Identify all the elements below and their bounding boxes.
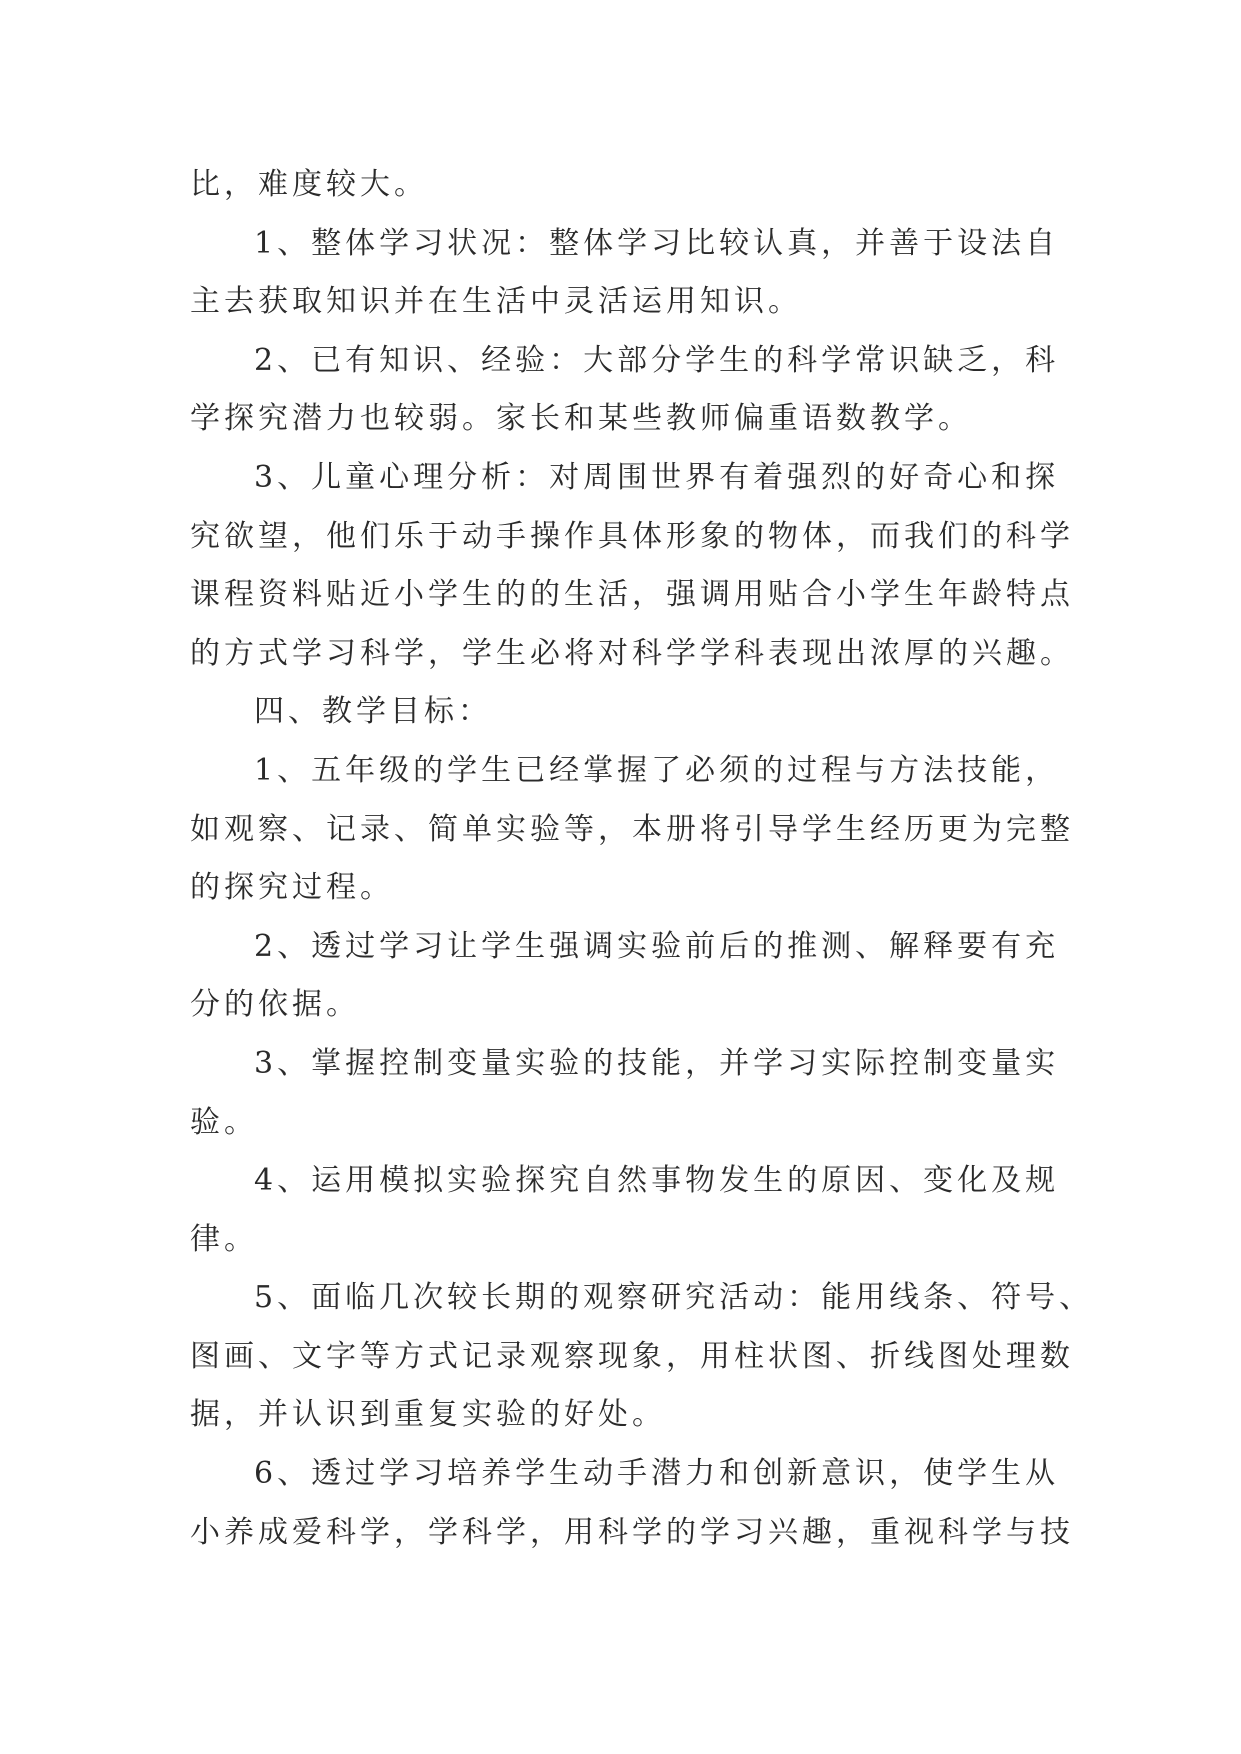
text-line: 的方式学习科学，学生必将对科学学科表现出浓厚的兴趣。 bbox=[190, 635, 1074, 671]
text-line: 4、运用模拟实验探究自然事物发生的原因、变化及规 bbox=[254, 1163, 1060, 1199]
text-line: 据，并认识到重复实验的好处。 bbox=[190, 1397, 666, 1433]
text-line: 小养成爱科学，学科学，用科学的学习兴趣，重视科学与技 bbox=[190, 1514, 1074, 1550]
text-line: 学探究潜力也较弱。家长和某些教师偏重语数教学。 bbox=[190, 401, 972, 437]
text-line: 验。 bbox=[190, 1104, 258, 1140]
text-line: 图画、文字等方式记录观察现象，用柱状图、折线图处理数 bbox=[190, 1338, 1074, 1374]
text-line: 3、儿童心理分析：对周围世界有着强烈的好奇心和探 bbox=[254, 459, 1060, 495]
text-line: 3、掌握控制变量实验的技能，并学习实际控制变量实 bbox=[254, 1045, 1060, 1081]
text-line: 2、已有知识、经验：大部分学生的科学常识缺乏，科 bbox=[254, 342, 1060, 378]
section-heading: 四、教学目标： bbox=[254, 694, 492, 730]
text-line: 比，难度较大。 bbox=[190, 167, 428, 202]
text-line: 主去获取知识并在生活中灵活运用知识。 bbox=[190, 284, 802, 320]
text-line: 分的依据。 bbox=[190, 987, 360, 1023]
text-line: 律。 bbox=[190, 1221, 258, 1257]
text-line: 2、透过学习让学生强调实验前后的推测、解释要有充 bbox=[254, 928, 1060, 964]
text-line: 1、五年级的学生已经掌握了必须的过程与方法技能， bbox=[254, 752, 1060, 788]
text-line: 如观察、记录、简单实验等，本册将引导学生经历更为完整 bbox=[190, 811, 1074, 847]
document-body bbox=[190, 156, 1094, 1562]
text-line: 1、整体学习状况：整体学习比较认真，并善于设法自 bbox=[254, 225, 1060, 261]
text-line: 5、面临几次较长期的观察研究活动：能用线条、符号、 bbox=[254, 1280, 1094, 1316]
text-line: 6、透过学习培养学生动手潜力和创新意识，使学生从 bbox=[254, 1456, 1060, 1492]
text-line: 课程资料贴近小学生的的生活，强调用贴合小学生年龄特点 bbox=[190, 577, 1074, 613]
text-line: 究欲望，他们乐于动手操作具体形象的物体，而我们的科学 bbox=[190, 518, 1074, 554]
text-line: 的探究过程。 bbox=[190, 870, 394, 906]
